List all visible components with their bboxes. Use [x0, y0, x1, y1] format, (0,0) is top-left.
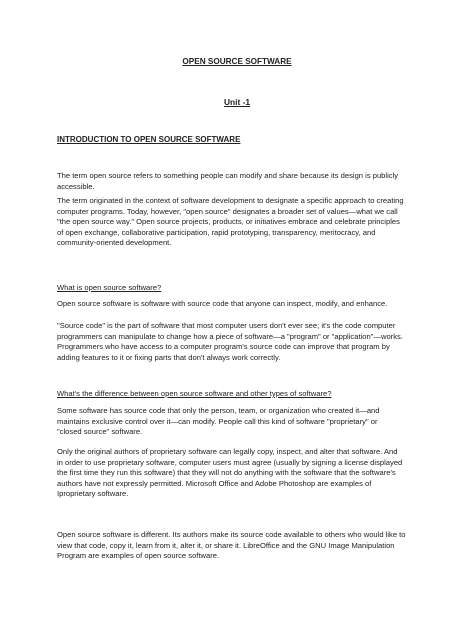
- text-line: maintains exclusive control over it—can modify. People call this kind of software "proprietary" or: [57, 416, 378, 426]
- intro-paragraph-1: [57, 171, 419, 192]
- q2-paragraph-2: [57, 447, 419, 500]
- question-heading-difference: What's the difference between open source software and other types of software?: [57, 389, 332, 398]
- intro-paragraph-2: [57, 196, 419, 249]
- q2-paragraph-1: [57, 406, 419, 438]
- text-line: view that code, copy it, learn from it, alter it, or share it. LibreOffice and the GNU Image Manipulation: [57, 540, 395, 550]
- text-line: "the open source way." Open source projects, products, or initiatives embrace and celebrate principles: [57, 217, 400, 227]
- text-line: computer programs. Today, however, "open source" designates a broader set of values—what we call: [57, 206, 398, 216]
- text-line: Open source software is software with source code that anyone can inspect, modify, and enhance.: [57, 299, 388, 308]
- text-line: Open source software is different. Its authors make its source code available to others who would like to: [57, 530, 406, 539]
- unit-heading: Unit -1: [223, 97, 251, 107]
- q1-paragraph-2: [57, 321, 419, 363]
- section-heading: INTRODUCTION TO OPEN SOURCE SOFTWARE: [57, 135, 241, 144]
- text-line: programmers can manipulate to change how a piece of software—a "program" or "application"—works.: [57, 331, 403, 341]
- text-line: in order to use proprietary software, computer users must agree (usually by signing a license displayed: [57, 457, 403, 467]
- text-line: adding features to it or fixing parts that don't always work correctly.: [57, 352, 281, 362]
- text-line: Programmers who have access to a computer program's source code can improve that program by: [57, 342, 390, 352]
- text-line: The term open source refers to something people can modify and share because its design is publicly: [57, 171, 399, 180]
- document-title: OPEN SOURCE SOFTWARE: [182, 57, 292, 66]
- text-line: "closed source" software.: [57, 427, 143, 437]
- q1-paragraph-1: [57, 299, 419, 310]
- text-line: The term originated in the context of software development to designate a specific approach to creating: [57, 196, 404, 205]
- text-line: Iproprietary software.: [57, 489, 129, 499]
- text-line: Program are examples of open source software.: [57, 551, 220, 561]
- q2-paragraph-3: [57, 530, 419, 562]
- text-line: Some software has source code that only the person, team, or organization who created it—and: [57, 406, 380, 415]
- text-line: "Source code" is the part of software that most computer users don't ever see; it's the code computer: [57, 321, 396, 330]
- text-line: the first time they run this software) that they will not do anything with the software that the software's: [57, 468, 396, 478]
- text-line: accessible.: [57, 181, 95, 191]
- text-line: authors have not expressly permitted. Microsoft Office and Adobe Photoshop are examples of: [57, 478, 372, 488]
- text-line: community-oriented development.: [57, 238, 172, 248]
- text-line: of open exchange, collaborative participation, rapid prototyping, transparency, meritocracy, and: [57, 227, 376, 237]
- text-line: Only the original authors of proprietary software can legally copy, inspect, and alter that software. And: [57, 447, 398, 456]
- question-heading-what-is: What is open source software?: [57, 283, 162, 292]
